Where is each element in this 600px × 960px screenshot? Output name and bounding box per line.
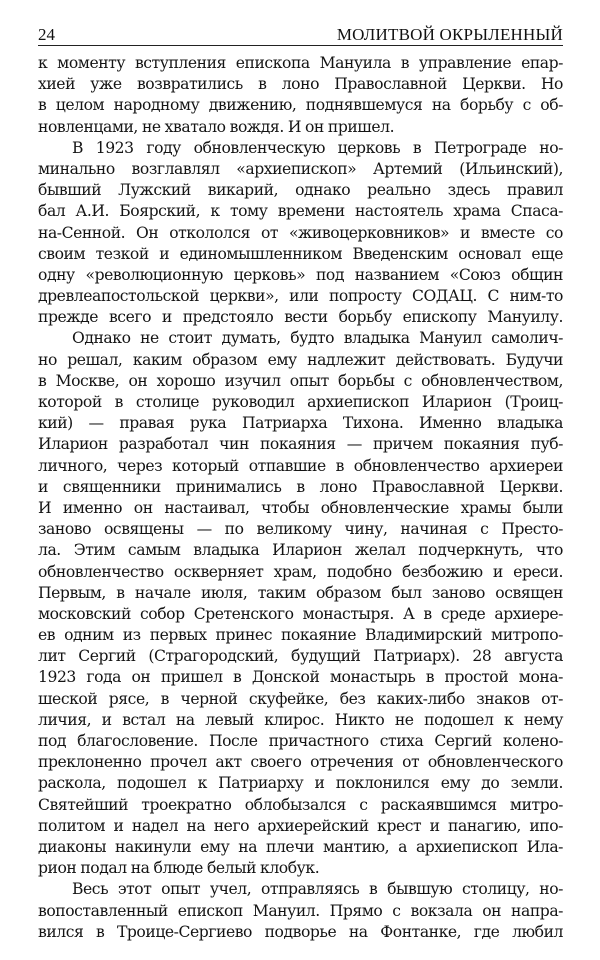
text-line: В 1923 году обновленческую церковь в Петрограде но- — [72, 138, 563, 157]
text-line: личного, через который отпавшие в обновленчество архиереи — [38, 456, 563, 475]
text-line: древлеапостольской церкви», или попросту СОДАЦ. С ним-то — [38, 287, 563, 306]
header-rule — [38, 45, 563, 46]
text-line: Иларион разработал чин покаяния — причем покаяния пуб- — [38, 435, 563, 454]
text-line: бал А.И. Боярский, к тому времени настоятель храма Спаса- — [38, 202, 563, 221]
text-line: Весь этот опыт учел, отправляясь в бывшую столицу, но- — [72, 880, 563, 899]
text-line: и священники принимались в лоно Православной Церкви. — [38, 477, 563, 496]
text-line: своим тезкой и единомышленником Введенским основал еще — [38, 244, 563, 263]
text-line: прежде всего и предстояло вести борьбу епископу Мануилу. — [38, 308, 563, 327]
text-line: политом и надел на него архиерейский крест и панагию, ипо- — [38, 816, 563, 835]
body-text — [38, 53, 563, 943]
text-line: новленцами, не хватало вождя. И он пришел. — [38, 117, 395, 136]
text-line: Однако не стоит думать, будто владыка Мануил самолич- — [72, 329, 563, 348]
text-line: личия, и встал на левый клирос. Никто не подошел к нему — [38, 710, 563, 729]
text-line: одну «революционную церковь» под названием «Союз общин — [38, 265, 563, 284]
text-line: в целом народному движению, поднявшемуся на борьбу с об- — [38, 96, 563, 115]
text-line: Первым, в начале июля, таким образом был заново освящен — [38, 583, 563, 602]
text-line: вился в Троице-Сергиево подворье на Фонтанке, где любил — [38, 922, 563, 941]
text-line: московский собор Сретенского монастыря. А в среде архиере- — [38, 604, 563, 623]
paragraph — [38, 879, 563, 943]
text-line: хией уже возвратились в лоно Православной Церкви. Но — [38, 75, 563, 94]
text-line: ла. Этим самым владыка Иларион желал подчеркнуть, что — [38, 541, 563, 560]
text-line: на-Сенной. Он откололся от «живоцерковников» и вместе со — [38, 223, 563, 242]
running-head — [38, 24, 563, 44]
text-line: вопоставленный епископ Мануил. Прямо с вокзала он напра- — [38, 901, 563, 920]
text-line: но решал, каким образом ему надлежит действовать. Будучи — [38, 350, 563, 369]
text-line: И именно он настаивал, чтобы обновленческие храмы были — [38, 498, 563, 517]
text-line: раскола, подошел к Патриарху и поклонился ему до земли. — [38, 774, 563, 793]
text-line: к моменту вступления епископа Мануила в управление епар- — [38, 54, 563, 72]
page-number: 24 — [38, 25, 55, 44]
text-line: шеской рясе, в черной скуфейке, без каких-либо знаков от- — [38, 689, 563, 708]
paragraph — [38, 138, 563, 329]
text-line: преклоненно прочел акт своего отречения от обновленческого — [38, 753, 563, 772]
text-line: обновленчество оскверняет храм, подобно безбожию и ереси. — [38, 562, 563, 581]
text-line: в Москве, он хорошо изучил опыт борьбы с обновленчеством, — [38, 371, 563, 390]
text-line: диаконы накинули ему на плечи мантию, а архиепископ Ила- — [38, 837, 563, 856]
paragraph — [38, 328, 563, 879]
paragraph — [38, 53, 563, 138]
text-line: заново освящены — по великому чину, начиная с Престо- — [38, 520, 563, 539]
text-line: 1923 года он пришел в Донской монастырь в простой мона- — [38, 668, 563, 687]
text-line: лит Сергий (Страгородский, будущий Патриарх). 28 августа — [38, 647, 563, 666]
text-line: рион подал на блюде белый клобук. — [38, 859, 320, 878]
text-line: ев одним из первых принес покаяние Владимирский митропо- — [38, 626, 563, 645]
text-line: Святейший троекратно облобызался с раскаявшимся митро- — [38, 795, 563, 814]
running-title: МОЛИТВОЙ ОКРЫЛЕННЫЙ — [336, 25, 563, 44]
text-line: кий) — правая рука Патриарха Тихона. Именно владыка — [38, 414, 563, 433]
text-line: минально возглавлял «архиепископ» Артемий (Ильинский), — [38, 159, 563, 178]
text-line: бывший Лужский викарий, однако реально здесь правил — [38, 181, 563, 200]
text-line: под благословение. После причастного стиха Сергий колено- — [38, 732, 563, 750]
text-line: которой в столице руководил архиепископ Иларион (Троиц- — [38, 393, 563, 411]
